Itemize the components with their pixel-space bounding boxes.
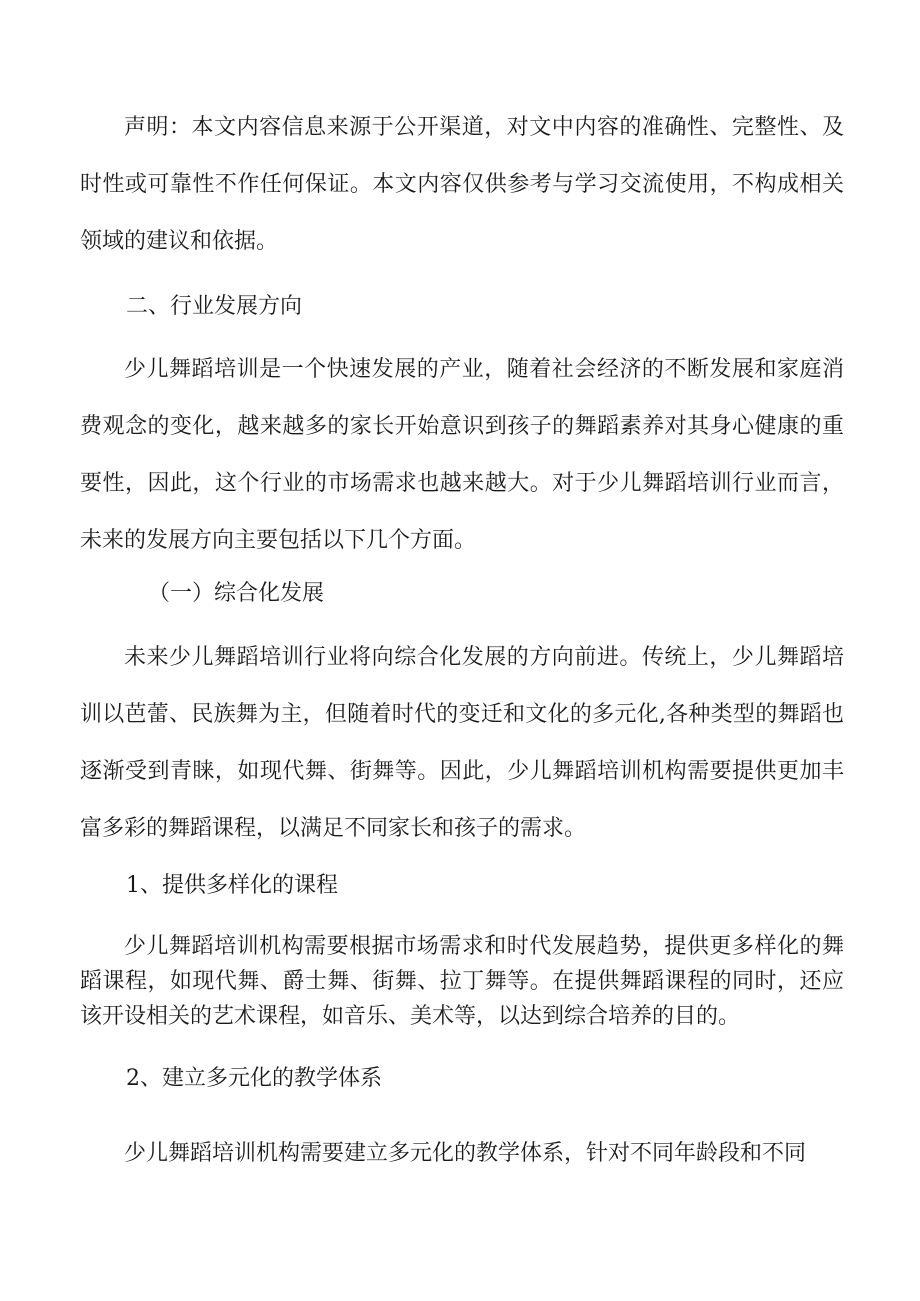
- section-heading-industry-direction: 二、行业发展方向: [126, 294, 303, 319]
- item-body-teaching-system: 少儿舞蹈培训机构需要建立多元化的教学体系，针对不同年龄段和不同: [124, 1141, 807, 1166]
- subsection-body-paragraph: 未来少儿舞蹈培训行业将向综合化发展的方向前进。传统上，少儿舞蹈培训以芭蕾、民族舞为主，但随着时代的变迁和文化的多元化,各种类型的舞蹈也逐渐受到青睐，如现代舞、街舞等。因此，少儿舞蹈培训机构需要提供更加丰富多彩的舞蹈课程，以满足不同家长和孩子的需求。: [80, 645, 844, 841]
- subsection-heading-comprehensive: （一）综合化发展: [148, 581, 325, 606]
- item-body-diverse-courses: 少儿舞蹈培训机构需要根据市场需求和时代发展趋势，提供更多样化的舞蹈课程，如现代舞、爵士舞、街舞、拉丁舞等。在提供舞蹈课程的同时，还应该开设相关的艺术课程，如音乐、美术等，以达到综合培养的目的。: [80, 934, 844, 1029]
- item-heading-diverse-courses: 1、提供多样化的课程: [126, 873, 338, 898]
- item-heading-teaching-system: 2、建立多元化的教学体系: [126, 1066, 382, 1091]
- disclaimer-paragraph: 声明：本文内容信息来源于公开渠道，对文中内容的准确性、完整性、及时性或可靠性不作任何保证。本文内容仅供参考与学习交流使用，不构成相关领域的建议和依据。: [80, 115, 844, 254]
- section-intro-paragraph: 少儿舞蹈培训是一个快速发展的产业，随着社会经济的不断发展和家庭消费观念的变化，越来越多的家长开始意识到孩子的舞蹈素养对其身心健康的重要性，因此，这个行业的市场需求也越来越大。对于少儿舞蹈培训行业而言，未来的发展方向主要包括以下几个方面。: [80, 357, 844, 553]
